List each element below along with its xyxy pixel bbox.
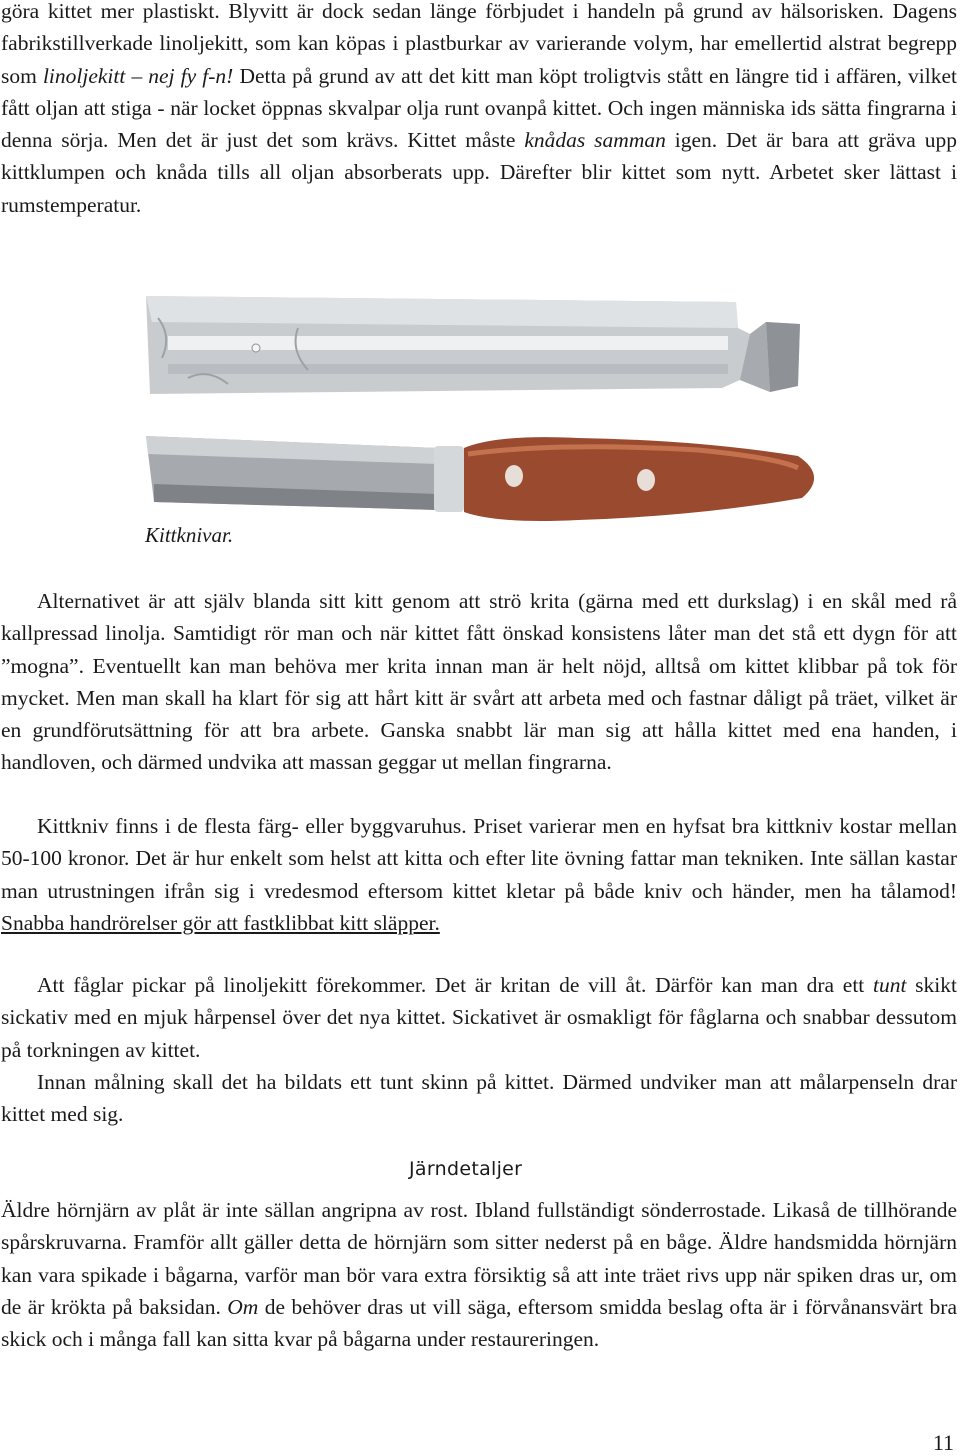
flat-putty-knife-image [146,296,800,394]
paragraph-iron-details [1,1194,957,1355]
paragraph4-text-a: Att fåglar pickar på linoljekitt förekommer. Det är kritan de vill åt. Därför kan man dra ett [37,973,873,997]
paragraph4-text-b: skikt sickativ med en mjuk hårpensel över det nya kittet. Sickativet är osmakligt för fåglarna och snabbar dessutom på torkningen av kittet. [1,973,957,1062]
paragraph6-italic: Om [227,1294,259,1319]
section-heading: Järndetaljer [409,1158,523,1180]
paragraph6-text-b: de behöver dras ut vill säga, eftersom smidda beslag ofta är i förvånansvärt bra skick och i många fall kan sitta kvar på bågarna under restaureringen. [1,1294,957,1352]
paragraph-birds-pecking [1,969,957,1066]
paragraph1-italic-a: linoljekitt – nej fy f-n! [42,63,234,88]
paragraph3-underlined: Snabba handrörelser gör att fastklibbat kitt släpper. [1,910,440,935]
paragraph1-text-c: igen. Det är bara att gräva upp kittklumpen och knåda tills all oljan absorberats upp. Därefter blir kittet som nytt. Arbetet sker lättast i rumstemperatur. [1,128,957,217]
paragraph1-text-a: göra kittet mer plastiskt. Blyvitt är dock sedan länge förbjudet i handeln på grund av hälsorisken. Dagens fabrikstillverkade linoljekitt, som kan köpas i plastburkar av varierande volym, har emellertid alstrat begrepp som [1,0,957,88]
paragraph-putty-kneading [1,0,957,221]
paragraph-mixing-putty: Alternativet är att själv blanda sitt kitt genom att strö krita (gärna med ett durkslag) i en skål med rå kallpressad linolja. Samtidigt rör man och när kittet fått önskad konsistens låter man det stå ett dygn för att ”mogna”. Eventuellt kan man behöva mer krita innan man är helt nöjd, alltså om kittet klibbar på tok för mycket. Men man skall ha klart för sig att hårt kitt är svårt att arbeta med och fastnar dåligt på träet, vilket är en grundförutsättning för att bra arbete. Ganska snabbt lär man sig att hålla kittet med ena handen, i handloven, och därmed undvika att massan geggar ut mellan fingrarna. [1,589,957,775]
paragraph3-text: Kittkniv finns i de flesta färg- eller byggvaruhus. Priset varierar men en hyfsat bra kittkniv kostar mellan 50-100 kronor. Det är hur enkelt som helst att kitta och efter lite övning fattar man tekniken. Inte sällan kastar man utrustningen ifrån sig i vredesmod eftersom kittet kletar på både kniv och händer, men ha tålamod! [1,814,957,903]
putty-knives-photo [138,288,828,548]
page-number: 11 [932,1430,954,1455]
wooden-handle-putty-knife-image [146,436,814,521]
paragraph4-italic: tunt [873,973,907,997]
paragraph1-italic-b: knådas samman [524,128,666,153]
figure-caption: Kittknivar. [145,523,234,547]
paragraph-putty-knife-price [1,810,957,939]
paragraph-before-painting: Innan målning skall det ha bildats ett tunt skinn på kittet. Därmed undviker man att målarpenseln drar kittet med sig. [1,1070,957,1127]
paragraph6-text-a: Äldre hörnjärn av plåt är inte sällan angripna av rost. Ibland fullständigt sönderrostade. Likaså de tillhörande spårskruvarna. Framför allt gäller detta de hörnjärn som sitter nederst på en båge. Äldre handsmidda hörnjärn kan vara spikade i bågarna, varför man bör vara extra försiktig så att inte träet rivs upp när spiken dras ur, om de är krökta på baksidan. [1,1198,957,1319]
paragraph1-text-b: Detta på grund av att det kitt man köpt troligtvis stått en längre tid i affären, vilket fått oljan att stiga - när locket öppnas skvalpar olja runt ovanpå kittet. Och ingen människa ids sätta fingrarna i denna sörja. Men det är just det som krävs. Kittet måste [1,63,958,153]
